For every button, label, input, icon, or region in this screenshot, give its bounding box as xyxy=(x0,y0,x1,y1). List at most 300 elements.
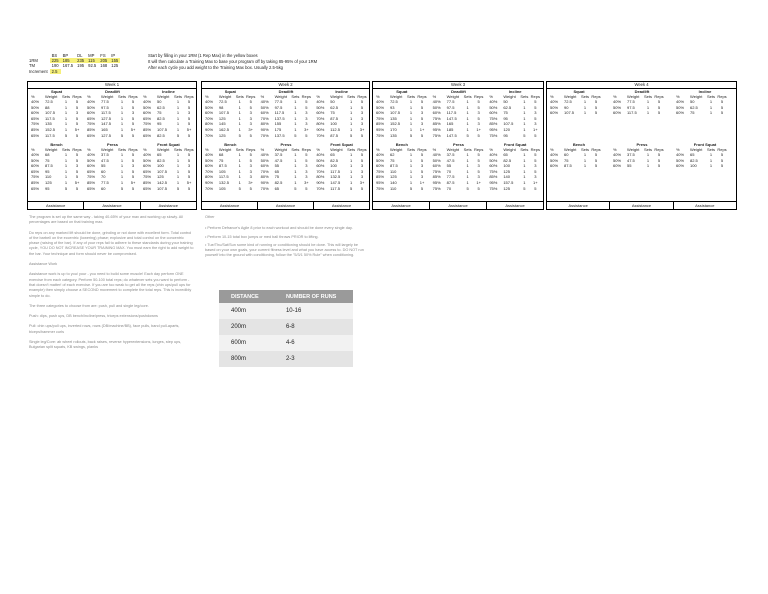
percent-cell: 60% xyxy=(376,110,385,116)
column-header: Reps xyxy=(301,94,312,99)
sets-cell: 1 xyxy=(409,104,413,110)
assistance-cell[interactable]: Assistance xyxy=(84,202,140,209)
reps-cell: 5 xyxy=(420,99,424,104)
reps-cell: 5 xyxy=(477,152,480,157)
reps-cell: 3 xyxy=(420,174,424,180)
sets-cell: 1 xyxy=(709,157,713,163)
sets-cell: 1 xyxy=(238,99,241,104)
percent-cell: 85% xyxy=(143,126,152,132)
sets-cell: 5 xyxy=(238,132,241,138)
reps-cell: 5 xyxy=(187,132,191,138)
assistance-cell[interactable]: Assistance xyxy=(202,202,258,209)
lift-block-deadlift xyxy=(260,89,313,138)
reps-cell: 5 xyxy=(594,157,598,163)
table-row xyxy=(432,133,486,139)
reps-cell: 5 xyxy=(187,168,191,174)
percent-cell: 60% xyxy=(676,110,685,116)
weight-cell: 100 xyxy=(330,121,337,127)
reps-cell: 5 xyxy=(131,152,135,157)
column-header: Reps xyxy=(301,147,312,152)
table-row xyxy=(142,186,195,192)
reps-cell: 5 xyxy=(360,99,364,104)
assistance-cell[interactable]: Assistance xyxy=(430,202,487,209)
reps-cell: 3 xyxy=(534,121,537,127)
column-header: % xyxy=(205,94,209,99)
sets-cell: 1 xyxy=(349,174,353,180)
percent-cell: 65% xyxy=(31,185,40,191)
sets-cell: 1 xyxy=(349,163,353,169)
week-title: Week 2 xyxy=(202,82,369,89)
lift-block-bench xyxy=(549,142,609,169)
sets-cell: 1 xyxy=(120,99,124,104)
percent-cell: 60% xyxy=(316,110,325,116)
sets-cell: 1 xyxy=(294,179,297,185)
reps-cell: 3 xyxy=(534,163,537,169)
reps-cell: 3 xyxy=(249,115,252,121)
note-paragraph: Do reps on any marked lift should be done, grinding or not done with excellent form. Total control of the barbell on the eccentric (lowering) phase; explosive and total control on the concentric phase (raising of the bar). If any of your reps fail to adhere to these standards during your training cycle, YOU DO NOT INCREASE YOUR TRAINING MAX. You must earn the right to add weight to the bar. Your technique and form should never be compromised. xyxy=(29,230,194,256)
sets-cell: 1 xyxy=(120,110,124,116)
table-row xyxy=(260,133,313,139)
note-bullet: • Tue/Thu/Sat/Sun some kind of running or conditioning should be done. This will largely be based on your own goals, your current fitness level and what you have access to. DO NOT run yourself into the ground with conditioning, follow the "5/3/1 50% Rule" when conditioning. xyxy=(205,242,364,258)
percent-cell: 75% xyxy=(489,168,498,174)
percent-cell: 50% xyxy=(676,157,685,163)
percent-cell: 50% xyxy=(205,157,214,163)
sets-cell: 1 xyxy=(466,168,469,174)
sets-cell: 1 xyxy=(349,115,353,121)
reps-cell: 5 xyxy=(305,185,308,191)
reps-cell: 5 xyxy=(75,185,79,191)
table-row xyxy=(260,186,313,192)
column-header: Reps xyxy=(184,94,194,99)
weight-cell: 97.5 xyxy=(627,104,635,110)
column-header: Reps xyxy=(717,94,727,99)
reps-cell: 5 xyxy=(360,152,364,157)
table-row xyxy=(675,163,735,169)
weight-cell: 77.5 xyxy=(101,99,109,104)
note-bullet-text: Tue/Thu/Sat/Sun some kind of running or conditioning should be done. This will largely be based on your own goals, your current fitness level and what you have access to. DO NOT run yourself into the ground with conditioning, follow the "5/3/1 50% Rule" when conditioning. xyxy=(205,242,364,258)
percent-cell: 50% xyxy=(376,157,385,163)
lift-name: Squat xyxy=(224,89,236,94)
reps-cell: 5 xyxy=(720,104,724,110)
sets-cell: 5 xyxy=(176,132,180,138)
column-header: % xyxy=(432,94,437,99)
weight-cell: 77.5 xyxy=(274,99,283,104)
weight-cell: 70 xyxy=(101,174,106,180)
sets-cell: 1 xyxy=(523,126,526,132)
assistance-cell[interactable]: Assistance xyxy=(547,202,610,209)
weight-cell: 55 xyxy=(101,163,106,169)
weight-cell: 147.5 xyxy=(330,179,341,185)
one-rep-max-input[interactable]: 185 xyxy=(61,58,75,63)
weight-cell: 65 xyxy=(690,152,695,157)
lift-block-squat xyxy=(30,89,83,138)
column-header: % xyxy=(205,147,209,152)
lift-name: Deadlift xyxy=(105,89,120,94)
assistance-cell[interactable]: Assistance xyxy=(505,203,525,208)
percent-cell: 90% xyxy=(205,179,214,185)
percent-cell: 75% xyxy=(143,121,152,127)
weight-cell: 135 xyxy=(390,115,397,121)
weight-cell: 112.5 xyxy=(330,126,340,132)
column-header: Sets xyxy=(580,94,589,99)
notes-right-title: Other xyxy=(205,215,215,219)
column-header: Reps xyxy=(128,147,138,152)
percent-cell: 60% xyxy=(376,163,385,169)
weight-cell: 60 xyxy=(101,168,106,174)
reps-cell: 1+ xyxy=(533,126,538,132)
sets-cell: 1 xyxy=(120,174,124,180)
percent-cell: 75% xyxy=(432,132,441,138)
percent-cell: 50% xyxy=(376,104,385,110)
lift-name: Incline xyxy=(698,89,712,94)
percent-cell: 40% xyxy=(205,99,214,104)
weight-cell: 37.5 xyxy=(101,152,109,157)
percent-cell: 85% xyxy=(87,179,96,185)
percent-cell: 80% xyxy=(316,174,325,180)
reps-cell: 5 xyxy=(75,152,79,157)
sets-cell: 1 xyxy=(176,110,180,116)
lift-name: Bench xyxy=(395,142,408,147)
lift-block-squat xyxy=(375,89,429,138)
lift-block-press xyxy=(612,142,672,169)
weight-cell: 125 xyxy=(157,174,164,180)
column-header: % xyxy=(143,147,147,152)
sets-cell: 1 xyxy=(294,174,297,180)
reps-cell: 3 xyxy=(131,110,135,116)
weight-cell: 117.5 xyxy=(101,110,111,116)
week-panel-4 xyxy=(546,81,737,210)
table-row xyxy=(375,133,429,139)
sets-cell: 1 xyxy=(238,121,241,127)
sets-cell: 1 xyxy=(409,110,413,116)
percent-cell: 60% xyxy=(87,110,96,116)
sets-cell: 1 xyxy=(583,152,587,157)
reps-cell: 3 xyxy=(477,174,480,180)
weight-cell: 95 xyxy=(503,115,508,121)
runs-cell: 4-6 xyxy=(274,335,353,351)
reps-cell: 3 xyxy=(420,163,424,169)
one-rep-max-input[interactable]: 235 xyxy=(77,58,85,64)
weight-cell: 147.5 xyxy=(101,121,112,127)
sets-cell: 1 xyxy=(646,104,650,110)
week-panel-1 xyxy=(27,81,197,210)
column-header: % xyxy=(676,147,680,152)
reps-cell: 5 xyxy=(75,121,79,127)
assistance-cell[interactable]: Assistance xyxy=(373,202,430,209)
reps-cell: 5 xyxy=(720,163,724,169)
weight-cell: 68 xyxy=(218,152,224,157)
column-header: % xyxy=(316,94,320,99)
percent-cell: 70% xyxy=(316,132,325,138)
percent-cell: 65% xyxy=(87,168,96,174)
column-header: Reps xyxy=(246,94,256,99)
percent-cell: 40% xyxy=(550,99,559,104)
table-row xyxy=(549,163,609,169)
column-header: % xyxy=(550,94,554,99)
lift-name: Incline xyxy=(335,89,348,94)
percent-cell: 75% xyxy=(31,174,40,180)
reps-cell: 5 xyxy=(534,152,537,157)
weight-cell: 47.5 xyxy=(101,157,109,163)
column-header: Weight xyxy=(45,147,58,152)
column-header: Reps xyxy=(530,147,540,152)
sets-cell: 1 xyxy=(466,115,469,121)
percent-cell: 50% xyxy=(87,157,96,163)
reps-cell: 3 xyxy=(75,110,79,116)
reps-cell: 5 xyxy=(420,132,424,138)
reps-cell: 3+ xyxy=(359,179,365,185)
sets-cell: 5 xyxy=(409,185,413,191)
weight-cell: 75 xyxy=(45,157,50,163)
sets-cell: 1 xyxy=(238,157,241,163)
reps-cell: 5 xyxy=(360,157,364,163)
reps-cell: 1+ xyxy=(533,179,538,185)
weight-cell: 77.5 xyxy=(101,179,109,185)
weight-cell: 72.5 xyxy=(45,99,53,104)
assistance-cell[interactable]: Assistance xyxy=(28,202,84,209)
column-header: Weight xyxy=(157,94,170,99)
column-header: % xyxy=(676,94,680,99)
reps-cell: 5 xyxy=(187,185,191,191)
reps-cell: 5 xyxy=(360,185,364,191)
sets-cell: 1 xyxy=(409,168,413,174)
training-max-value: 168 xyxy=(100,63,108,69)
percent-cell: 40% xyxy=(550,152,559,157)
table-row xyxy=(30,186,83,192)
stats-header: MP xyxy=(88,53,95,58)
weight-cell: 142.5 xyxy=(157,179,168,185)
sets-cell: 1 xyxy=(409,121,413,127)
column-header: % xyxy=(376,147,380,152)
sets-cell: 5 xyxy=(294,132,297,138)
sets-cell: 1 xyxy=(349,104,353,110)
weight-cell: 157.5 xyxy=(503,179,514,185)
note-paragraph: The three categories to choose from are: push, pull and single leg/core. xyxy=(29,303,149,308)
percent-cell: 90% xyxy=(316,179,325,185)
reps-cell: 5 xyxy=(477,115,480,121)
weight-cell: 152.5 xyxy=(45,126,56,132)
sets-cell: 1 xyxy=(349,110,353,116)
column-header: Weight xyxy=(564,147,577,152)
stats-header: BS xyxy=(51,53,58,58)
reps-cell: 1+ xyxy=(419,179,425,185)
percent-cell: 85% xyxy=(489,174,498,180)
reps-cell: 5 xyxy=(477,132,480,138)
percent-cell: 95% xyxy=(432,179,441,185)
assistance-row xyxy=(28,201,196,209)
column-header: Weight xyxy=(390,94,403,99)
weight-cell: 82.5 xyxy=(157,157,165,163)
percent-cell: 65% xyxy=(143,185,152,191)
reps-cell: 1+ xyxy=(476,126,481,132)
reps-cell: 5+ xyxy=(130,126,136,132)
sets-cell: 1 xyxy=(523,115,526,121)
percent-cell: 60% xyxy=(613,110,622,116)
reps-cell: 5 xyxy=(477,185,480,191)
sets-cell: 5 xyxy=(523,185,526,191)
lift-block-bench xyxy=(30,142,83,191)
sets-cell: 1 xyxy=(523,163,526,169)
sets-cell: 1 xyxy=(409,152,413,157)
sets-cell: 1 xyxy=(176,163,180,169)
reps-cell: 3 xyxy=(477,121,480,127)
reps-cell: 5 xyxy=(420,104,424,110)
distance-cell: 800m xyxy=(219,351,274,367)
sets-cell: 1 xyxy=(64,163,68,169)
weight-cell: 70 xyxy=(446,185,452,191)
max-stats-table xyxy=(27,53,120,74)
percent-cell: 50% xyxy=(260,157,269,163)
sets-cell: 1 xyxy=(294,115,297,121)
column-header: Weight xyxy=(101,94,114,99)
reps-cell: 5 xyxy=(75,99,79,104)
sets-cell: 1 xyxy=(709,110,713,116)
assistance-cell[interactable]: Assistance xyxy=(331,203,352,208)
percent-cell: 40% xyxy=(260,99,269,104)
sets-cell: 1 xyxy=(294,99,297,104)
weight-cell: 37.5 xyxy=(627,152,635,157)
lift-block-front-squat xyxy=(488,142,542,191)
one-rep-max-input[interactable]: 115 xyxy=(86,58,98,63)
sets-cell: 1 xyxy=(409,115,413,121)
note-bullet: • Perform 10-15 total box jumps or med ball throws PRIOR to lifting. xyxy=(205,234,319,239)
sets-cell: 1 xyxy=(349,179,353,185)
sets-cell: 5 xyxy=(176,185,180,191)
percent-cell: 50% xyxy=(550,157,559,163)
reps-cell: 3 xyxy=(360,121,364,127)
reps-cell: 5 xyxy=(657,104,661,110)
sets-cell: 1 xyxy=(583,157,587,163)
weight-cell: 72.5 xyxy=(390,99,398,104)
weight-cell: 37.5 xyxy=(274,152,283,157)
percent-cell: 50% xyxy=(489,157,498,163)
reps-cell: 5 xyxy=(720,152,724,157)
sets-cell: 1 xyxy=(646,99,650,104)
column-header: % xyxy=(316,147,320,152)
weight-cell: 170 xyxy=(390,126,397,132)
reps-cell: 5 xyxy=(657,163,661,169)
sets-cell: 1 xyxy=(466,163,469,169)
weight-cell: 105 xyxy=(218,185,226,191)
percent-cell: 75% xyxy=(432,185,441,191)
percent-cell: 65% xyxy=(31,132,40,138)
reps-cell: 5 xyxy=(249,185,252,191)
assistance-cell[interactable]: Assistance xyxy=(258,202,314,209)
assistance-cell[interactable]: Assistance xyxy=(610,202,673,209)
weight-cell: 72.5 xyxy=(218,99,227,104)
table-row xyxy=(612,163,672,169)
lift-block-incline xyxy=(315,89,368,138)
percent-cell: 80% xyxy=(205,174,214,180)
reps-cell: 5+ xyxy=(186,126,192,132)
percent-cell: 70% xyxy=(316,168,325,174)
column-header: Sets xyxy=(406,147,415,152)
assistance-cell[interactable]: Assistance xyxy=(695,203,715,208)
percent-cell: 70% xyxy=(205,132,214,138)
column-header: Sets xyxy=(643,94,652,99)
weight-cell: 87.5 xyxy=(330,115,339,121)
sets-cell: 1 xyxy=(238,104,241,110)
sets-cell: 1 xyxy=(523,99,526,104)
weight-cell: 140 xyxy=(390,179,397,185)
distance-cell: 600m xyxy=(219,335,274,351)
lift-block-deadlift xyxy=(86,89,139,138)
percent-cell: 75% xyxy=(87,174,96,180)
percent-cell: 75% xyxy=(376,115,385,121)
weight-cell: 147.5 xyxy=(446,132,457,138)
reps-cell: 5 xyxy=(75,168,79,174)
sets-cell: 1 xyxy=(120,163,124,169)
percent-cell: 80% xyxy=(316,121,325,127)
percent-cell: 40% xyxy=(613,99,622,104)
note-bullet-text: Perform 10-15 total box jumps or med ball throws PRIOR to lifting. xyxy=(207,234,319,239)
run-table-header xyxy=(219,290,353,303)
weight-cell: 95 xyxy=(503,132,508,138)
column-header: Sets xyxy=(291,94,300,99)
one-rep-max-input[interactable]: 155 xyxy=(111,58,119,64)
note-paragraph: Single leg/Core: ab wheel rollouts, back raises, reverse hyperextensions, lunges, step ups, Bulgarian split squats, KB swings, planks xyxy=(29,340,182,350)
sets-cell: 1 xyxy=(294,121,297,127)
reps-cell: 5 xyxy=(534,157,537,163)
reps-cell: 3+ xyxy=(248,126,253,132)
percent-cell: 65% xyxy=(143,115,152,121)
weight-cell: 62.5 xyxy=(503,104,512,110)
percent-cell: 65% xyxy=(143,132,152,138)
table-row xyxy=(142,133,195,139)
column-header: % xyxy=(31,147,35,152)
sets-cell: 1 xyxy=(523,168,526,174)
column-header: Reps xyxy=(184,147,194,152)
one-rep-max-input[interactable]: 225 xyxy=(51,58,59,64)
weight-cell: 75 xyxy=(390,157,395,163)
weight-cell: 87.5 xyxy=(218,163,227,169)
sets-cell: 1 xyxy=(349,99,353,104)
lift-name: Deadlift xyxy=(634,89,650,94)
table-row xyxy=(219,351,353,367)
column-header: Reps xyxy=(72,147,82,152)
assistance-cell[interactable]: Assistance xyxy=(158,203,178,208)
lift-name: Incline xyxy=(508,89,522,94)
column-header: Weight xyxy=(330,147,343,152)
stats-header: BP xyxy=(62,53,69,58)
reps-cell: 3 xyxy=(305,110,308,116)
weight-cell: 132.5 xyxy=(330,174,341,180)
reps-cell: 5 xyxy=(75,115,79,121)
reps-cell: 5 xyxy=(477,99,480,104)
column-header: Sets xyxy=(706,94,715,99)
reps-cell: 3 xyxy=(187,110,191,116)
sets-cell: 1 xyxy=(709,104,713,110)
increment-input[interactable]: 2.5 xyxy=(50,69,61,74)
reps-cell: 5 xyxy=(187,121,191,127)
sets-cell: 5 xyxy=(238,185,241,191)
weight-cell: 127.5 xyxy=(101,132,112,138)
lift-block-front-squat xyxy=(142,142,195,191)
column-header: Sets xyxy=(61,147,70,152)
lift-name: Press xyxy=(636,142,648,147)
percent-cell: 90% xyxy=(316,126,325,132)
sets-cell: 5 xyxy=(120,132,124,138)
weight-cell: 117.5 xyxy=(627,110,637,116)
reps-cell: 5 xyxy=(420,157,424,163)
reps-cell: 5 xyxy=(131,174,135,180)
lift-block-squat xyxy=(204,89,257,138)
sets-cell: 1 xyxy=(64,121,68,127)
weight-cell: 65 xyxy=(157,152,162,157)
reps-cell: 5 xyxy=(305,152,308,157)
one-rep-max-input[interactable]: 205 xyxy=(100,58,108,64)
weight-cell: 117.5 xyxy=(218,174,229,180)
